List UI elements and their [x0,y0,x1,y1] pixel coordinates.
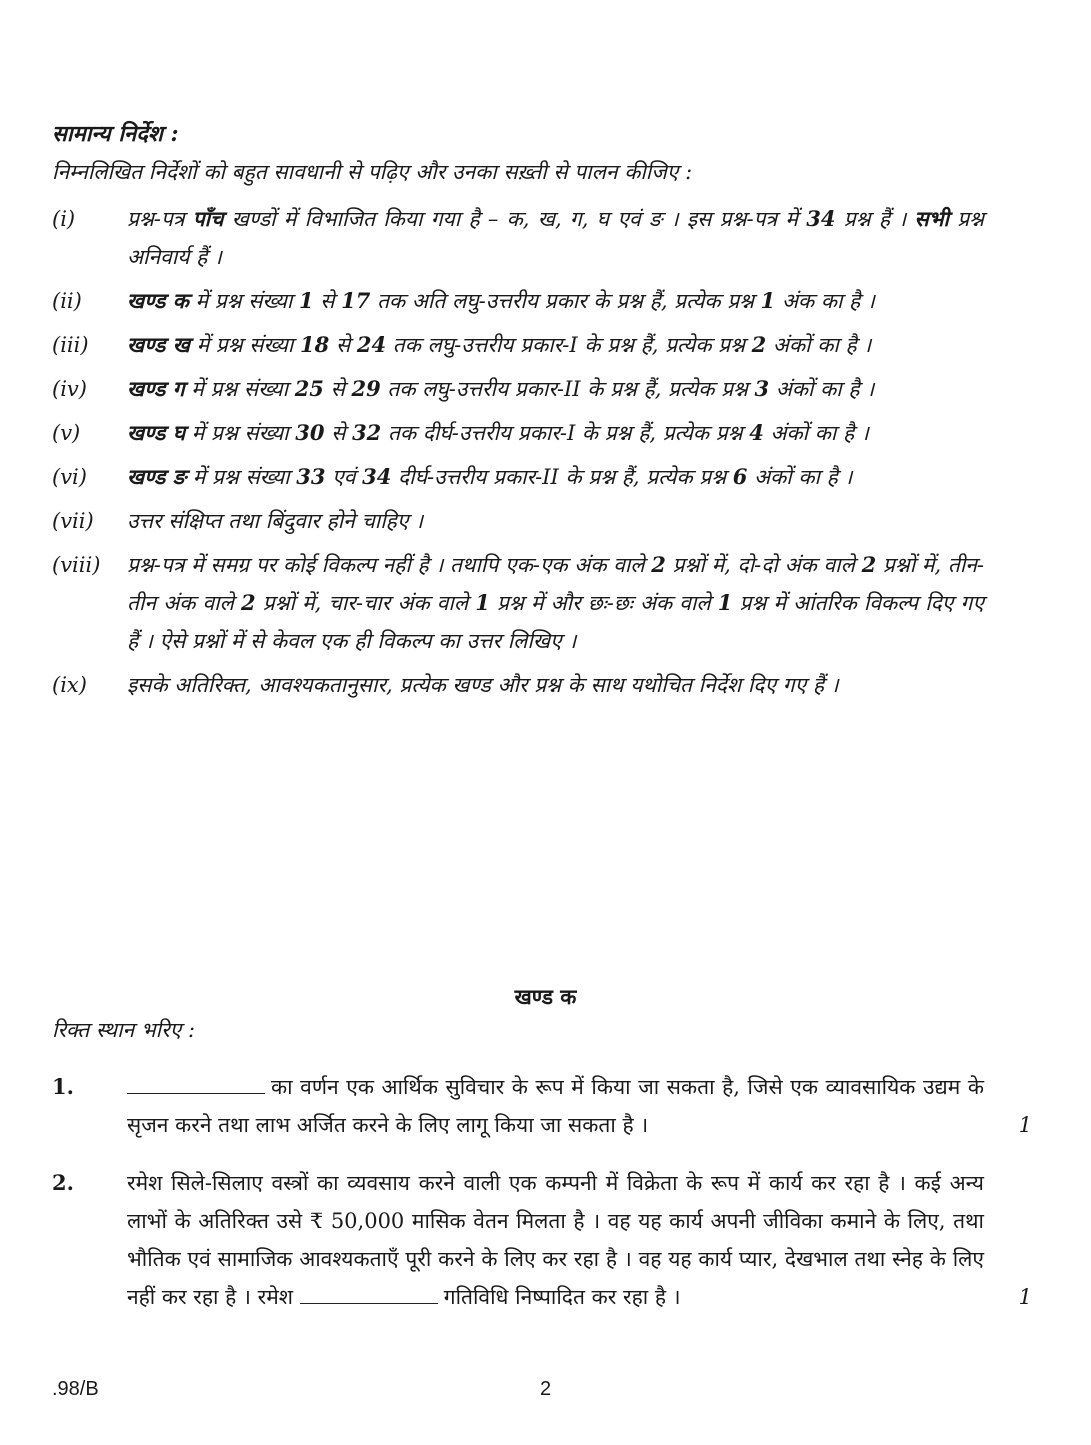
text-segment: तक लघु-उत्तरीय प्रकार-I के प्रश्न हैं, प्रत्येक प्रश्न [386,333,752,357]
text-segment: में प्रश्न संख्या [188,289,299,313]
text-segment: सभी [914,206,949,231]
instruction-item [52,546,984,660]
instruction-label: (iii) [52,333,89,357]
answer-blank [127,1075,265,1094]
instruction-label: (viii) [52,553,101,577]
instruction-text [127,414,984,452]
question-text [127,1068,984,1144]
instruction-text [127,370,984,408]
text-segment: 17 [341,288,371,313]
text-segment: में प्रश्न संख्या [184,377,295,401]
question [52,1164,1032,1316]
text-segment: 34 [806,206,836,231]
instruction-text [127,666,984,704]
instruction-label: (v) [52,421,81,445]
question-number: 1. [52,1074,74,1099]
text-segment: अंकों का है । [766,333,872,357]
text-segment: प्रश्न अनिवार्य हैं । [127,207,985,269]
question-text [127,1164,984,1316]
instruction-label: (ix) [52,673,87,697]
text-segment: प्रश्नों में, दो-दो अंक वाले [665,553,862,577]
instruction-text [127,458,984,496]
text-segment: प्रश्न में और छः-छः अंक वाले [489,591,718,615]
question-number: 2. [52,1170,74,1195]
instruction-item [52,414,984,452]
instruction-label: (vi) [52,465,87,489]
text-segment: से [313,289,342,313]
text-segment: में प्रश्न संख्या [189,333,301,357]
instruction-text [127,282,984,320]
section-title: खण्ड क [514,984,577,1009]
instruction-item [52,502,984,540]
paper-code: .98/B [52,1378,99,1400]
question [52,1068,1032,1144]
text-segment: खण्ड ङ [127,464,187,489]
text-segment: से [329,333,357,357]
instruction-item [52,370,984,408]
text-segment: अंकों का है । [769,377,875,401]
text-segment: एवं [325,465,363,489]
text-segment: 1 [298,288,314,313]
page-number: 2 [540,1378,552,1400]
text-segment: 2 [241,590,256,615]
text-segment: अंक का है । [775,289,875,313]
question-text-after: गतिविधि निष्पादित कर रहा है । [443,1285,681,1309]
text-segment: 1 [760,288,776,313]
instructions-list [52,200,984,710]
text-segment: प्रश्नों में, तीन-तीन अंक वाले [127,553,985,615]
text-segment: खण्ड ख [127,332,190,357]
fill-blanks-heading: रिक्त स्थान भरिए : [52,1018,196,1042]
text-segment: 29 [351,376,381,401]
instruction-text [127,546,984,660]
instruction-label: (ii) [52,289,82,313]
text-segment: 2 [651,552,666,577]
text-segment: से [323,377,352,401]
instruction-label: (i) [52,207,76,231]
text-segment: 25 [294,376,324,401]
text-segment: 1 [717,590,733,615]
text-segment: तक अति लघु-उत्तरीय प्रकार के प्रश्न हैं, प्रत्येक प्रश्न [370,289,761,313]
instructions-intro: निम्नलिखित निर्देशों को बहुत सावधानी से पढ़िए और उनका सख़्ती से पालन कीजिए : [52,160,693,184]
text-segment: प्रश्न-पत्र [127,207,193,231]
text-segment: 32 [352,420,382,445]
instruction-label: (vii) [52,509,94,533]
instruction-item [52,666,984,704]
text-segment: 3 [754,376,770,401]
text-segment: 24 [356,332,387,357]
text-segment: प्रश्न में आंतरिक विकल्प दिए गए हैं । ऐसे प्रश्नों में से केवल एक ही विकल्प का उत्तर लिखिए । [127,591,984,653]
text-segment: 2 [751,332,767,357]
question-text-after: का वर्णन एक आर्थिक सुविचार के रूप में किया जा सकता है, जिसे एक व्यावसायिक उद्यम के सृजन करने तथा लाभ अर्जित करने के लिए लागू किया जा सकता है । [127,1075,984,1137]
text-segment: 18 [300,332,330,357]
question-text-before: रमेश सिले-सिलाए वस्त्रों का व्यवसाय करने वाली एक कम्पनी में विक्रेता के रूप में कार्य कर रहा है । कई अन्य लाभों के अतिरिक्त उसे ₹ 50,000 मासिक वेतन मिलता है । वह यह कार्य अपनी जीविका कमाने के लिए, तथा भौतिक एवं सामाजिक आवश्यकताएँ पूरी करने के लिए कर रहा है । वह यह कार्य प्यार, देखभाल तथा स्नेह के लिए नहीं कर रहा है । रमेश [127,1171,984,1309]
text-segment: प्रश्न हैं । [835,207,915,231]
text-segment: प्रश्नों में, चार-चार अंक वाले [255,591,476,615]
instruction-label: (iv) [52,377,87,401]
instruction-text [127,326,984,364]
text-segment: 4 [749,420,764,445]
text-segment: इसके अतिरिक्त, आवश्यकतानुसार, प्रत्येक खण्ड और प्रश्न के साथ यथोचित निर्देश दिए गए हैं । [127,673,839,697]
text-segment: प्रश्न-पत्र में समग्र पर कोई विकल्प नहीं है । तथापि एक-एक अंक वाले [127,553,652,577]
text-segment: 33 [296,464,326,489]
text-segment: खण्ड क [127,288,189,313]
instruction-text [127,200,984,276]
instruction-item [52,458,984,496]
text-segment: खण्ड घ [127,420,186,445]
text-segment: खण्डों में विभाजित किया गया है – क, ख, ग, घ एवं ङ । इस प्रश्न-पत्र में [223,207,807,231]
text-segment: 30 [295,420,325,445]
text-segment: में प्रश्न संख्या [185,421,296,445]
text-segment: 1 [475,590,490,615]
question-marks: 1 [1018,1113,1032,1137]
instruction-item [52,200,984,276]
text-segment: 6 [732,464,748,489]
answer-blank [300,1285,438,1304]
text-segment: से [324,421,353,445]
text-segment: तक दीर्घ-उत्तरीय प्रकार-I के प्रश्न हैं, प्रत्येक प्रश्न [381,421,750,445]
text-segment: पाँच [192,206,224,231]
instruction-item [52,326,984,364]
text-segment: अंकों का है । [747,465,853,489]
general-instructions-heading: सामान्य निर्देश : [52,121,179,147]
text-segment: 2 [861,552,877,577]
text-segment: 34 [362,464,392,489]
text-segment: अंकों का है । [763,421,869,445]
instruction-text [127,502,984,540]
text-segment: में प्रश्न संख्या [186,465,297,489]
instruction-item [52,282,984,320]
question-marks: 1 [1018,1285,1032,1309]
text-segment: दीर्घ-उत्तरीय प्रकार-II के प्रश्न हैं, प्रत्येक प्रश्न [391,465,733,489]
text-segment: उत्तर संक्षिप्त तथा बिंदुवार होने चाहिए । [127,509,424,533]
text-segment: तक लघु-उत्तरीय प्रकार-II के प्रश्न हैं, प्रत्येक प्रश्न [380,377,755,401]
text-segment: खण्ड ग [127,376,185,401]
